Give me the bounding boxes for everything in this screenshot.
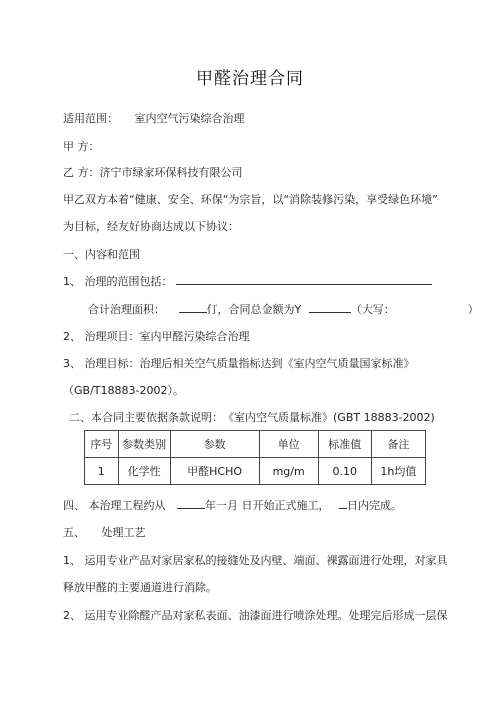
area-line [88,301,479,317]
header-cell-standard: 标准值 [318,431,371,458]
table-header-row [85,431,426,458]
section-4-date: 年一月 日开始正式施工， [205,499,330,512]
year-blank [177,497,205,509]
party-a-line: 甲 方： [63,140,100,153]
item-3-line: 3、 治理目标：治理后相关空气质量指标达到《室内空气质量国家标准》 [63,357,415,370]
scope-range-blank [176,273,432,285]
table-row [85,458,426,485]
party-b-line: 乙 方：济宁市绿家环保科技有限公司 [63,166,243,179]
header-cell-index: 序号 [85,431,119,458]
days-blank [339,497,347,509]
scope-range-line [63,273,432,289]
air-quality-standard-table [84,430,426,485]
section-2-heading: 二、本合同主要依据条款说明： 《室内空气质量标准》(GBT 18883-2002) [69,411,435,424]
cell-category: 化学性 [118,458,170,485]
header-cell-category: 参数类别 [118,431,170,458]
intro-line-2: 为目标，经友好协商达成以下协议： [63,220,239,233]
area-label: 合计治理面积： [88,303,165,316]
process-1-line-1: 1、 运用专业产品对家居家私的接缝处及内壁、端面、裸露面进行处理，对家具 [63,554,448,567]
cell-standard: 0.10 [318,458,371,485]
daxie-close: ） [467,303,479,316]
cell-parameter: 甲醛HCHO [170,458,259,485]
item-2-line: 2、 治理项目：室内甲醛污染综合治理 [63,330,250,343]
header-cell-parameter: 参数 [170,431,259,458]
cell-unit: mg/m [259,458,318,485]
section-4-line [63,497,402,513]
header-cell-remark: 备注 [371,431,425,458]
cell-index: 1 [85,458,119,485]
daxie-label: （大写： [350,303,395,316]
intro-line-1: 甲乙双方本着“健康、安全、环保“为宗旨，以“消除装修污染，享受绿色环境” [63,193,438,206]
section-5-heading: 五、 处理工艺 [63,526,146,539]
section-4-end: 日内完成。 [347,499,402,512]
cell-remark: 1h均值 [371,458,425,485]
section-1-heading: 一、内容和范围 [63,248,140,261]
item-3-continuation: （GB/T18883-2002）。 [63,384,184,397]
area-unit-text: 仃，合同总金额为Y [206,303,302,316]
area-blank [179,301,207,313]
scope-line: 适用范围： 室内空气污染综合治理 [63,112,245,125]
header-cell-unit: 单位 [259,431,318,458]
contract-title: 甲醛治理合同 [196,69,304,89]
section-4-start: 四、 本治理工程约从 [63,499,166,512]
scope-range-label: 1、 治理的范围包括： [63,275,173,288]
process-2-line: 2、 运用专业除醛产品对家私表面、油漆面进行喷涂处理。处理完后形成一层保 [63,609,448,622]
amount-blank [309,301,351,313]
process-1-line-2: 释放甲醛的主要通道进行消除。 [63,581,217,594]
